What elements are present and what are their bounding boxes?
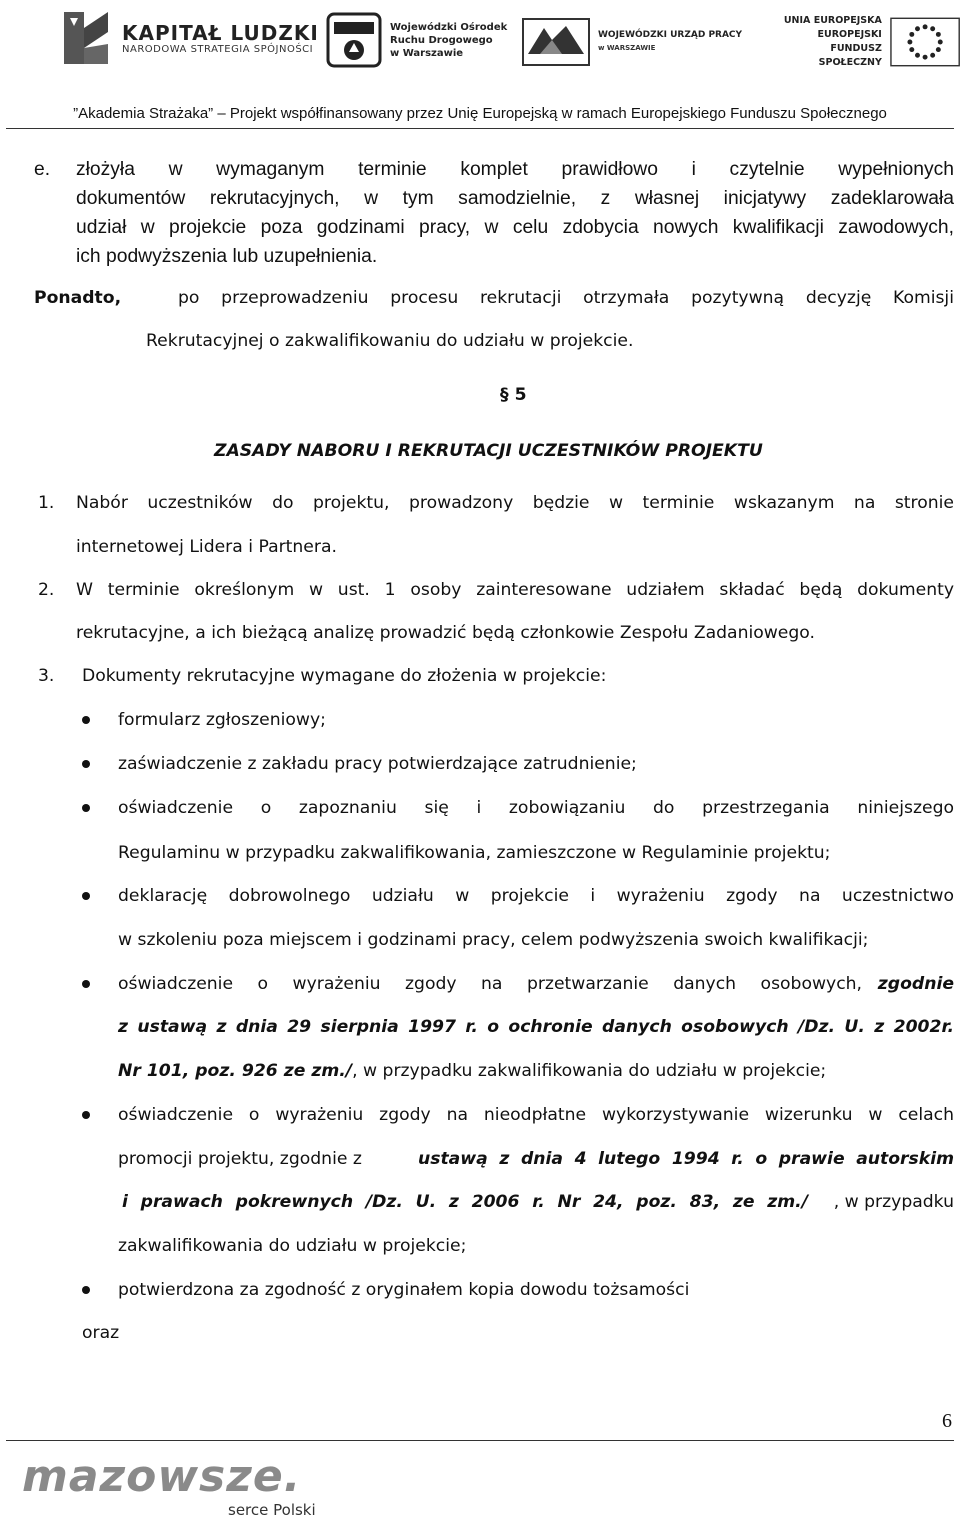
footer-divider — [6, 1440, 954, 1441]
bullet-dot — [82, 760, 90, 768]
eu-logo — [770, 14, 960, 70]
eu-line-1: UNIA EUROPEJSKA — [783, 15, 882, 26]
bullet-5-text: oświadczenie o wyrażeniu zgody na przetwarzanie danych osobowych, — [118, 974, 862, 994]
item-1-line-2: internetowej Lidera i Partnera. — [76, 537, 337, 557]
project-line: ”Akademia Strażaka” – Projekt współfinansowany przez Unię Europejską w ramach Europejskiego Funduszu Społecznego — [73, 105, 887, 122]
item-2-number: 2. — [38, 580, 55, 600]
bullet-6-line-2 — [118, 1144, 954, 1174]
word-line-1: Wojewódzki Ośrodek — [390, 21, 508, 33]
item-3-line-1: Dokumenty rekrutacyjne wymagane do złożenia w projekcie: — [82, 666, 607, 686]
mazowsze-wordmark: mazowsze. — [22, 1451, 302, 1502]
bullet-1: formularz zgłoszeniowy; — [118, 710, 326, 730]
ponadto-line-1 — [34, 283, 954, 313]
bullet-4-line-1: deklarację dobrowolnego udziału w projekcie i wyrażeniu zgody na uczestnictwo — [118, 886, 954, 906]
word-logo — [326, 12, 507, 68]
wup-logo — [522, 18, 742, 66]
eu-flag-icon — [890, 16, 960, 68]
item-1-number: 1. — [38, 493, 55, 513]
bullet-6-citation: i prawach pokrewnych /Dz. U. z 2006 r. Nr 24, poz. 83, ze zm./ — [122, 1192, 808, 1212]
bullet-6-line-3 — [122, 1187, 954, 1217]
wup-subtitle: w WARSZAWIE — [598, 44, 656, 52]
bullet-dot — [82, 892, 90, 900]
section-number: § 5 — [500, 385, 527, 405]
word-line-3: w Warszawie — [390, 47, 464, 59]
word-emblem-icon — [326, 12, 382, 68]
wup-title: WOJEWÓDZKI URZĄD PRACY — [598, 30, 743, 40]
bullet-5-citation: Nr 101, poz. 926 ze zm./ — [118, 1061, 353, 1081]
bullet-3-line-2: Regulaminu w przypadku zakwalifikowania, zamieszczone w Regulaminie projektu; — [118, 843, 831, 863]
item-2-line-1: W terminie określonym w ust. 1 osoby zainteresowane udziałem składać będą dokumenty — [76, 580, 954, 600]
bullet-5-line-3 — [118, 1056, 826, 1086]
bullet-3-line-1: oświadczenie o zapoznaniu się i zobowiązaniu do przestrzegania niniejszego — [118, 798, 954, 818]
kapital-ludzki-logo — [60, 8, 319, 68]
eu-line-2: EUROPEJSKI — [817, 29, 882, 40]
mazowsze-tagline: serce Polski — [228, 1501, 316, 1519]
bullet-5-line-2: z ustawą z dnia 29 sierpnia 1997 r. o ochronie danych osobowych /Dz. U. z 2002r. — [118, 1017, 954, 1037]
kapital-ludzki-title: KAPITAŁ LUDZKI — [122, 20, 319, 45]
header-logos — [0, 0, 960, 100]
bullet-6-tail: , w przypadku — [833, 1192, 954, 1212]
bullet-dot — [82, 804, 90, 812]
bullet-dot — [82, 980, 90, 988]
page-number: 6 — [942, 1410, 952, 1432]
bullet-6-text: promocji projektu, zgodnie z — [118, 1149, 362, 1169]
word-line-2: Ruchu Drogowego — [390, 34, 493, 46]
bullet-6-line-4: zakwalifikowania do udziału w projekcie; — [118, 1236, 467, 1256]
bullet-2: zaświadczenie z zakładu pracy potwierdzające zatrudnienie; — [118, 754, 637, 774]
kapital-ludzki-emblem-icon — [60, 8, 112, 68]
oraz-text: oraz — [82, 1323, 120, 1343]
item-2-line-2: rekrutacyjne, a ich bieżącą analizę prowadzić będą członkowie Zespołu Zadaniowego. — [76, 623, 815, 643]
bullet-6-bold: ustawą z dnia 4 lutego 1994 r. o prawie autorskim — [418, 1149, 954, 1169]
bullet-dot — [82, 1286, 90, 1294]
item-3-number: 3. — [38, 666, 55, 686]
item-e-line-3: udział w projekcie poza godzinami pracy, w celu zdobycia nowych kwalifikacji zawodowych, — [76, 217, 954, 238]
bullet-5-tail: , w przypadku zakwalifikowania do udziału w projekcie; — [352, 1061, 827, 1081]
bullet-4-line-2: w szkoleniu poza miejscem i godzinami pracy, celem podwyższenia swoich kwalifikacji; — [118, 930, 869, 950]
section-title: ZASADY NABORU I REKRUTACJI UCZESTNIKÓW PROJEKTU — [214, 441, 763, 461]
ponadto-text: po przeprowadzeniu procesu rekrutacji otrzymała pozytywną decyzję Komisji — [178, 288, 954, 308]
bullet-6-line-1: oświadczenie o wyrażeniu zgody na nieodpłatne wykorzystywanie wizerunku w celach — [118, 1105, 954, 1125]
mazowsze-logo — [22, 1451, 316, 1519]
kapital-ludzki-subtitle: NARODOWA STRATEGIA SPÓJNOŚCI — [122, 43, 314, 55]
item-1-line-1: Nabór uczestników do projektu, prowadzony będzie w terminie wskazanym na stronie — [76, 493, 954, 513]
bullet-dot — [82, 716, 90, 724]
header-divider — [6, 128, 954, 129]
item-e-line-1: złożyła w wymaganym terminie komplet prawidłowo i czytelnie wypełnionych — [76, 159, 954, 180]
ponadto-bold: Ponadto, — [34, 288, 122, 308]
item-e-marker: e. — [34, 159, 51, 180]
bullet-5-bold: zgodnie — [877, 974, 954, 994]
item-e-line-4: ich podwyższenia lub uzupełnienia. — [76, 246, 378, 267]
ponadto-line-2: Rekrutacyjnej o zakwalifikowaniu do udziału w projekcie. — [146, 331, 634, 351]
wup-emblem-icon — [522, 18, 590, 66]
bullet-7: potwierdzona za zgodność z oryginałem kopia dowodu tożsamości — [118, 1280, 690, 1300]
bullet-dot — [82, 1111, 90, 1119]
eu-line-3: FUNDUSZ SPOŁECZNY — [818, 43, 882, 68]
item-e-line-2: dokumentów rekrutacyjnych, w tym samodzielnie, z własnej inicjatywy zadeklarowała — [76, 188, 954, 209]
bullet-5-line-1 — [118, 969, 954, 999]
